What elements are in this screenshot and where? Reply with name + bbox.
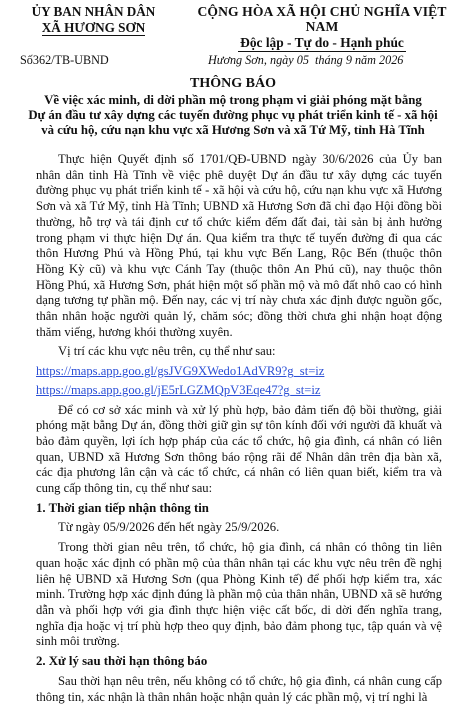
date-day: 05 [296,53,309,67]
map-link-2[interactable]: https://maps.app.goo.gl/jE5rLGZMQpV3Eqe47?g_st=iz [36,382,321,397]
paragraph-purpose: Để có cơ sở xác minh và xử lý phù hợp, bảo đảm tiến độ bồi thường, giải phóng mặt bằng Dự án, đồng thời giữ gìn sự tôn kính đối với người đã khuất và bảo đảm quyền, lợi ích hợp pháp của các tổ chức, hộ gia đình, cá nhân có liên quan, UBND xã Hương Sơn thông báo rộng rãi để Nhân dân trên địa bàn xã, các địa phương lân cận và các tổ chức, cá nhân có liên quan biết, kiểm tra và cung cấp thông tin, cụ thể như sau: [36,402,442,496]
date-year: 2026 [379,53,404,67]
doc-no-suffix: /TB-UBND [51,53,109,67]
issuing-authority [6,4,181,37]
subject-line-1: Về việc xác minh, di dời phần mộ trong phạm vi giải phóng mặt bằng [44,93,422,107]
document-body [36,152,442,709]
date-year-label: năm [354,53,376,67]
section-1-period: Từ ngày 05/9/2026 đến hết ngày 25/9/2026. [58,520,280,535]
subject-line-3: và cứu hộ, cứu nạn khu vực xã Hương Sơn và xã Tứ Mỹ, tỉnh Hà Tĩnh [41,123,425,137]
authority-line-1: ỦY BAN NHÂN DÂN [31,4,156,19]
doc-no-value: 362 [32,53,52,67]
motto-line: Độc lập - Tự do - Hạnh phúc [240,35,404,50]
date-place: Hương Sơn, ngày [208,53,294,67]
document-type-title: THÔNG BÁO [190,76,276,91]
paragraph-after-deadline: Sau thời hạn nêu trên, nếu không có tổ chức, hộ gia đình, cá nhân cung cấp thông tin, xác nhận là thân nhân hoặc nhận quản lý các phần mộ, vị trí nghi là [36,673,442,704]
date-month-label: tháng [315,53,343,67]
paragraph-contact: Trong thời gian nêu trên, tổ chức, hộ gia đình, cá nhân có thông tin liên quan hoặc xác định có phần mộ của thân nhân tại các khu vực nêu trên đề nghị liên hệ UBND xã Hương Sơn (qua Phòng Kinh tế) để phối hợp kiểm tra, xác minh. Trường hợp xác định đúng là phần mộ của thân nhân, UBND xã sẽ hướng dẫn và phối hợp với gia đình thực hiện việc cất bốc, di dời đến nghĩa trang, nghĩa địa hoặc vị trí phù hợp theo quy định, bảo đảm phong tục, tập quán và vệ sinh môi trường. [36,540,442,649]
national-motto [182,4,462,52]
document-number [20,53,109,68]
nation-name: CỘNG HÒA XÃ HỘI CHỦ NGHĨA VIỆT NAM [197,4,447,34]
map-link-1[interactable]: https://maps.app.goo.gl/gsJVG9XWedo1AdVR9?g_st=iz [36,364,325,379]
doc-no-prefix: Số [20,53,33,67]
paragraph-locations: Vị trí các khu vực nêu trên, cụ thể như sau: [58,344,276,359]
paragraph-intro: Thực hiện Quyết định số 1701/QĐ-UBND ngày 30/6/2026 của Ủy ban nhân dân tỉnh Hà Tĩnh về việc phê duyệt Dự án đầu tư xây dựng các tuyến đường phục vụ phát triển kinh tế - xã hội và cứu hộ, cứu nạn khu vực xã Hương Sơn và xã Tứ Mỹ, tỉnh Hà Tĩnh; UBND xã Hương Sơn đã chỉ đạo Hội đồng bồi thường, hỗ trợ và tái định cư tổ chức kiểm đếm đất đai, tài sản bị ảnh hưởng trong phạm vi thực hiện Dự án. Qua kiểm tra thực tế tuyến đường đi qua các thôn Hương Phú và Hồng Phú, tại khu vực Bến Lang, Rộc Bến (thuộc thôn Hồng Kỳ cũ) và khu vực Cánh Tay (thuộc thôn An Phú cũ), nay thuộc thôn Hồng Phú, xã Hương Sơn, phát hiện một số phần mộ và mô đất nhô cao có hình dạng tương tự phần mộ. Đến nay, các vị trí này chưa xác định được nguồn gốc, thân nhân hoặc người quản lý, chăm sóc; đồng thời chưa ghi nhận hoạt động thăm viếng, hương khói thường xuyên. [36,152,442,339]
subject-line-2: Dự án đầu tư xây dựng các tuyến đường phục vụ phát triển kinh tế - xã hội [28,108,438,122]
document-subject [0,93,466,138]
section-2-heading: 2. Xử lý sau thời hạn thông báo [36,654,208,669]
document-date [208,53,403,68]
date-month: 9 [345,53,352,67]
section-1-heading: 1. Thời gian tiếp nhận thông tin [36,500,209,515]
authority-line-2: XÃ HƯƠNG SƠN [41,20,146,35]
